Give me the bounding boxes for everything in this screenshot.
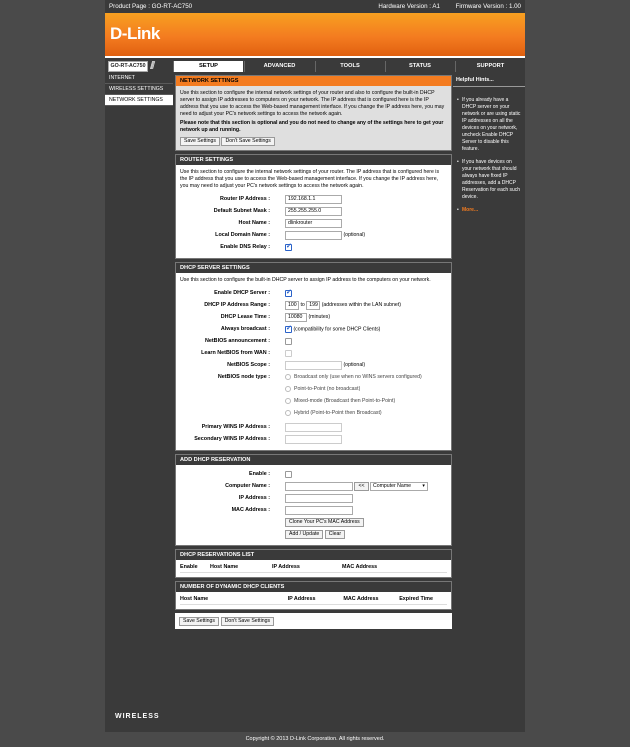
reservations-list-section	[175, 549, 452, 578]
footer-bar	[105, 705, 525, 732]
tab-support[interactable]: SUPPORT	[455, 61, 525, 72]
range-note: (addresses within the LAN subnet)	[321, 302, 401, 308]
bottom-button-bar	[175, 613, 452, 629]
column-header: Host Name	[210, 564, 239, 570]
node-mixed-radio[interactable]	[285, 398, 291, 404]
save-settings-button[interactable]: Save Settings	[180, 137, 220, 146]
helpful-hints-panel	[453, 75, 525, 297]
enable-dhcp-label: Enable DHCP Server :	[214, 290, 270, 296]
add-update-button[interactable]: Add / Update	[285, 530, 323, 539]
column-header: IP Address	[287, 596, 316, 602]
dlink-logo: D-Link	[110, 24, 160, 43]
node-broadcast-radio[interactable]	[285, 374, 291, 380]
column-header: MAC Address	[343, 596, 379, 602]
node-option-label: Hybrid (Point-to-Point then Broadcast)	[294, 410, 382, 416]
primary-wins-input[interactable]	[285, 423, 342, 432]
node-option-label: Mixed-mode (Broadcast then Point-to-Point)	[294, 398, 396, 404]
clients-table-header	[180, 594, 447, 605]
add-reservation-section	[175, 454, 452, 546]
tab-advanced[interactable]: ADVANCED	[244, 61, 314, 72]
node-option-label: Broadcast only (use when no WINS servers configured)	[294, 374, 422, 380]
dns-relay-checkbox[interactable]	[285, 244, 292, 251]
column-header: Expired Time	[399, 596, 433, 602]
host-name-input[interactable]: dlinkrouter	[285, 219, 342, 228]
dhcp-range-label: DHCP IP Address Range :	[204, 302, 270, 308]
save-settings-button[interactable]: Save Settings	[179, 617, 219, 626]
always-broadcast-checkbox[interactable]	[285, 326, 292, 333]
reservation-ip-label: IP Address :	[238, 495, 270, 501]
netbios-scope-label: NetBIOS Scope :	[227, 362, 270, 368]
product-label: Product Page : GO-RT-AC750	[109, 3, 193, 10]
computer-name-label: Computer Name :	[225, 483, 270, 489]
primary-wins-label: Primary WINS IP Address :	[201, 424, 270, 430]
router-ip-label: Router IP Address :	[219, 196, 270, 202]
range-end-input[interactable]: 199	[306, 301, 320, 310]
column-header: MAC Address	[342, 564, 378, 570]
dynamic-clients-section	[175, 581, 452, 610]
model-badge: GO-RT-AC750	[108, 61, 148, 72]
reservation-enable-checkbox[interactable]	[285, 471, 292, 478]
section-title: DHCP SERVER SETTINGS	[176, 263, 451, 273]
hint-text: • If you have devices on your network that should always have fixed IP addresses, add a DHCP Reservation for each such device.	[453, 159, 525, 201]
lease-unit: (minutes)	[308, 314, 331, 320]
copyright: Copyright © 2013 D-Link Corporation. All rights reserved.	[245, 736, 385, 742]
secondary-wins-input[interactable]	[285, 435, 342, 444]
clone-mac-button[interactable]: Clone Your PC's MAC Address	[285, 518, 364, 527]
computer-select-label: Computer Name	[372, 483, 412, 489]
dns-relay-label: Enable DNS Relay :	[220, 244, 270, 250]
slash-decoration: ///	[150, 60, 154, 72]
sidebar	[105, 73, 173, 106]
section-title: DHCP RESERVATIONS LIST	[176, 550, 451, 560]
netbios-node-label: NetBIOS node type :	[217, 374, 270, 380]
secondary-wins-label: Secondary WINS IP Address :	[194, 436, 270, 442]
tab-setup[interactable]: SETUP	[173, 61, 243, 72]
hardware-version: Hardware Version : A1	[378, 3, 440, 10]
subnet-mask-label: Default Subnet Mask :	[213, 208, 270, 214]
tab-status[interactable]: STATUS	[385, 61, 454, 72]
reservation-mac-label: MAC Address :	[231, 507, 270, 513]
main-content	[175, 75, 452, 629]
section-description: Use this section to configure the internal network settings of your router and also to configure the built-in DHCP server to assign IP addresses to computers on your network. The IP address that is configured here is the IP address that you use to access the Web-based management interface. If you change the IP address here, you may need to adjust your PC's network settings to access the network again.	[180, 90, 445, 117]
enable-dhcp-checkbox[interactable]	[285, 290, 292, 297]
more-link[interactable]: More...	[462, 207, 479, 213]
node-p2p-radio[interactable]	[285, 386, 291, 392]
copy-computer-name-button[interactable]: <<	[354, 482, 368, 491]
router-ip-input[interactable]: 192.168.1.1	[285, 195, 342, 204]
wireless-logo: WIRELESS	[115, 713, 160, 720]
sidebar-item-internet[interactable]: INTERNET	[105, 73, 173, 84]
computer-name-select[interactable]	[370, 482, 428, 491]
scope-note: (optional)	[343, 362, 366, 368]
node-hybrid-radio[interactable]	[285, 410, 291, 416]
lease-time-input[interactable]: 10080	[285, 313, 307, 322]
netbios-scope-input[interactable]	[285, 361, 342, 370]
sidebar-item-wireless-settings[interactable]: WIRELESS SETTINGS	[105, 84, 173, 95]
dont-save-settings-button[interactable]: Don't Save Settings	[221, 617, 274, 626]
section-note: Please note that this section is optional and you do not need to change any of the settings here to get your network up and running.	[180, 120, 444, 133]
broadcast-note: (compatibility for some DHCP Clients)	[293, 326, 381, 333]
local-domain-label: Local Domain Name :	[215, 232, 270, 238]
clear-button[interactable]: Clear	[325, 530, 345, 539]
range-to-text: to	[300, 302, 305, 308]
learn-netbios-checkbox[interactable]	[285, 350, 292, 357]
reservation-mac-input[interactable]	[285, 506, 353, 515]
section-title: ADD DHCP RESERVATION	[176, 455, 451, 465]
host-name-label: Host Name :	[238, 220, 270, 226]
chevron-down-icon: ▾	[422, 483, 425, 489]
reservation-ip-input[interactable]	[285, 494, 353, 503]
main-nav	[105, 60, 525, 73]
always-broadcast-label: Always broadcast :	[220, 326, 270, 332]
section-title: NUMBER OF DYNAMIC DHCP CLIENTS	[176, 582, 451, 592]
dont-save-settings-button[interactable]: Don't Save Settings	[221, 137, 274, 146]
section-title: ROUTER SETTINGS	[176, 155, 451, 165]
column-header: Enable	[180, 564, 198, 570]
subnet-mask-input[interactable]: 255.255.255.0	[285, 207, 342, 216]
tab-tools[interactable]: TOOLS	[315, 61, 384, 72]
node-option-label: Point-to-Point (no broadcast)	[294, 386, 361, 392]
range-start-input[interactable]: 100	[285, 301, 299, 310]
lease-time-label: DHCP Lease Time :	[220, 314, 270, 320]
learn-netbios-label: Learn NetBIOS from WAN :	[201, 350, 270, 356]
column-header: IP Address	[272, 564, 300, 570]
column-header: Host Name	[180, 596, 209, 602]
firmware-version: Firmware Version : 1.00	[455, 3, 521, 10]
netbios-announcement-label: NetBIOS announcement :	[205, 338, 270, 344]
section-description: Use this section to configure the built-in DHCP server to assign IP address to the computers on your network.	[180, 277, 431, 283]
reservations-table-header	[180, 562, 447, 573]
sidebar-item-network-settings[interactable]: NETWORK SETTINGS	[105, 95, 173, 106]
top-info-bar	[105, 0, 525, 13]
header-banner	[105, 13, 525, 58]
section-title: NETWORK SETTINGS	[176, 76, 451, 86]
local-domain-input[interactable]	[285, 231, 342, 240]
optional-note: (optional)	[343, 232, 366, 238]
netbios-announcement-checkbox[interactable]	[285, 338, 292, 345]
hints-title: Helpful Hints...	[453, 75, 525, 87]
hint-text: • If you already have a DHCP server on your network or are using static IP addresses on all the devices on your network, uncheck Enable DHCP Server to disable this feature.	[453, 97, 525, 153]
router-settings-section	[175, 154, 452, 259]
network-settings-section	[175, 75, 452, 151]
dhcp-server-section	[175, 262, 452, 451]
reservation-enable-label: Enable :	[249, 471, 270, 477]
computer-name-input[interactable]	[285, 482, 353, 491]
section-description: Use this section to configure the internal network settings of your router. The IP address that is configured here is the IP address that you use to access the Web-based management interface. If you change the IP address here, you may need to adjust your PC's network settings to access the network again.	[180, 169, 440, 189]
